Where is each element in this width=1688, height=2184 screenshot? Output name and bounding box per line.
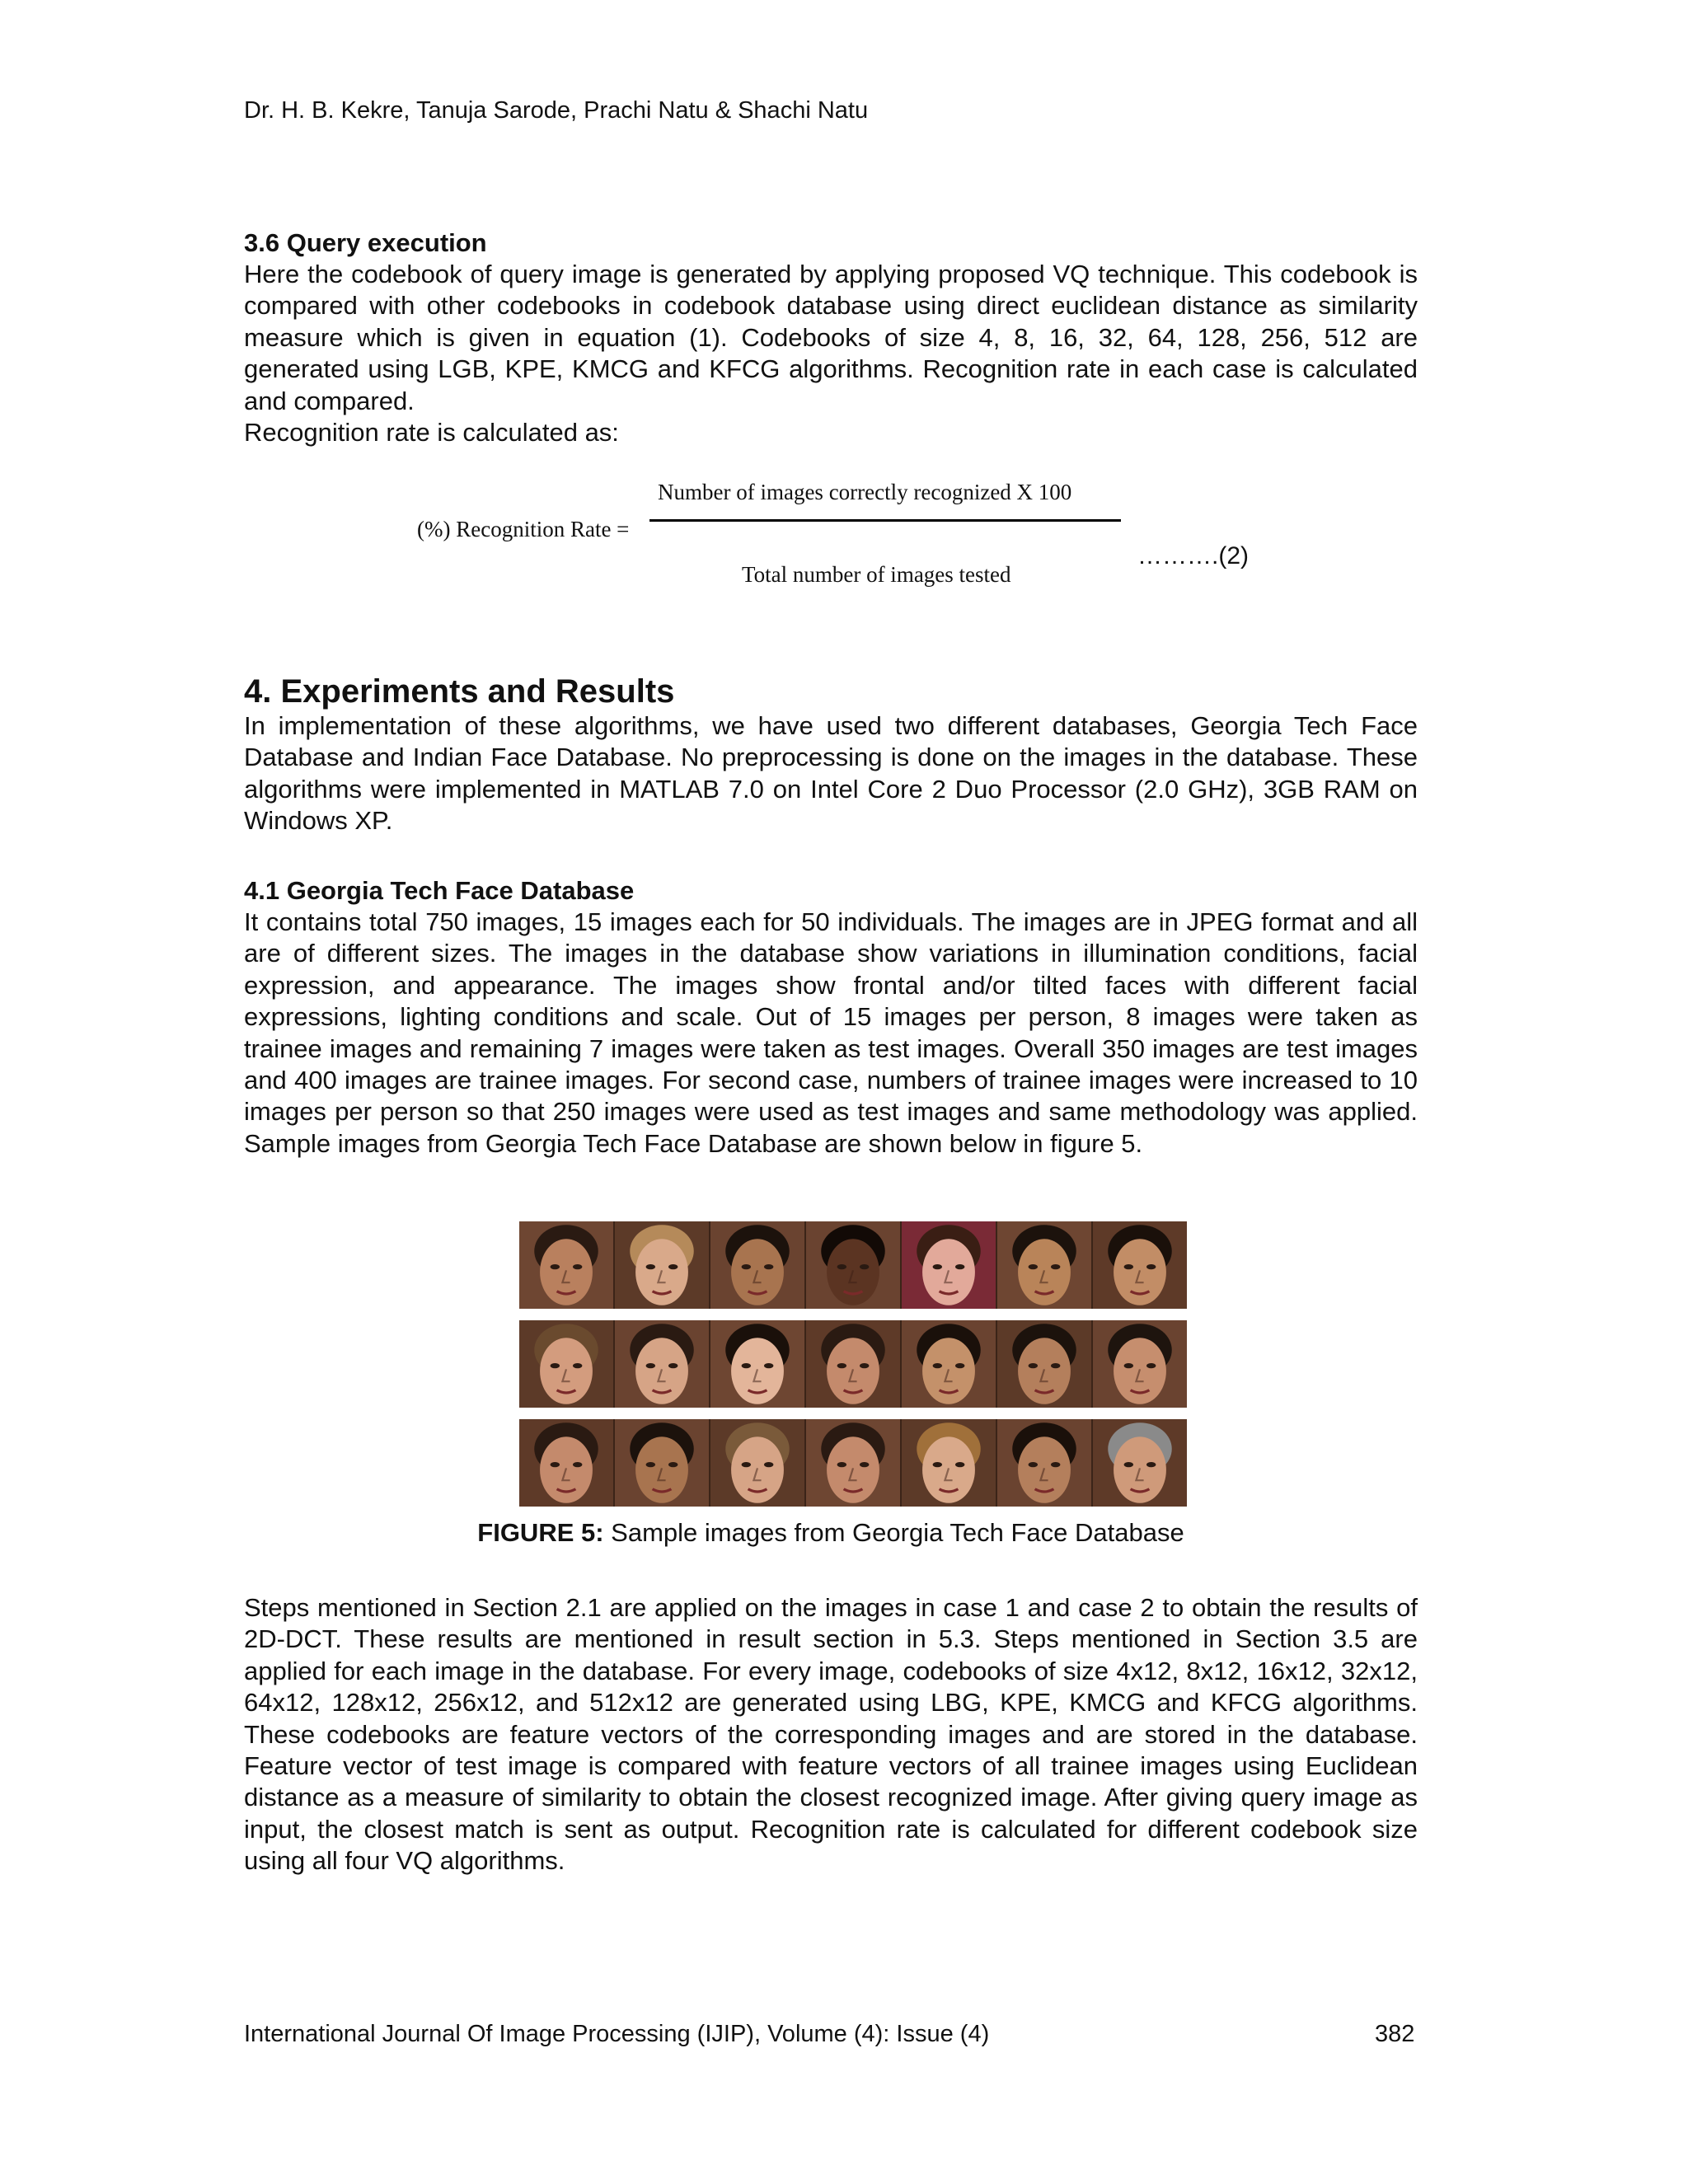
face-thumbnail [710, 1419, 806, 1507]
section-heading: 3.6 Query execution [244, 228, 487, 257]
section-body [244, 1592, 1418, 1877]
fraction-bar [649, 519, 1121, 522]
section-paragraph: In implementation of these algorithms, we have used two different databases, Georgia Tech Face Database and Indian Face Database. No preprocessing is done on the images in the database. These algorithms were implemented in MATLAB 7.0 on Intel Core 2 Duo Processor (2.0 GHz), 3GB RAM on Windows XP. [244, 711, 1418, 836]
equation-lhs: (%) Recognition Rate = [417, 517, 630, 541]
section-paragraph: It contains total 750 images, 15 images each for 50 individuals. The images are in JPEG format and all are of different sizes. The images in the database show variations in illumination conditions, facial expression, and appearance. The images show frontal and/or tilted faces with different facial expressions, lighting conditions and scale. Out of 15 images per person, 8 images were taken as trainee images and remaining 7 images were taken as test images. Overall 350 images are test images and 400 images are trainee images. For second case, numbers of trainee images were increased to 10 images per person so that 250 images were used as test images and same methodology was applied. Sample images from Georgia Tech Face Database are shown below in figure 5. [244, 907, 1418, 1158]
face-thumbnail [519, 1221, 615, 1309]
section-4-1 [244, 875, 1418, 1160]
face-thumbnail [710, 1320, 806, 1408]
face-thumbnail [519, 1320, 615, 1408]
section-heading: 4.1 Georgia Tech Face Database [244, 876, 635, 905]
face-thumbnail [806, 1419, 902, 1507]
section-paragraph: Recognition rate is calculated as: [244, 418, 619, 448]
section-paragraph: Here the codebook of query image is generated by applying proposed VQ technique. This codebook is compared with other codebooks in codebook database using direct euclidean distance as similarity measure which is given in equation (1). Codebooks of size 4, 8, 16, 32, 64, 128, 256, 512 are generated using LGB, KPE, KMCG and KFCG algorithms. Recognition rate in each case is calculated and compared. [244, 260, 1418, 415]
equation-number: ……….(2) [1137, 542, 1249, 569]
page-number: 382 [1375, 2021, 1415, 2047]
section-paragraph: Steps mentioned in Section 2.1 are applied on the images in case 1 and case 2 to obtain the results of 2D-DCT. These results are mentioned in result section in 5.3. Steps mentioned in Section 3.5 are applied for each image in the database. For every image, codebooks of size 4x12, 8x12, 16x12, 32x12, 64x12, 128x12, 256x12, and 512x12 are generated using LBG, KPE, KMCG and KFCG algorithms. These codebooks are feature vectors of the corresponding images and are stored in the database. Feature vector of test image is compared with feature vectors of all trainee images using Euclidean distance as a measure of similarity to obtain the closest recognized image. After giving query image as input, the closest match is sent as output. Recognition rate is calculated for different codebook size using all four VQ algorithms. [244, 1593, 1418, 1876]
face-thumbnail [519, 1419, 615, 1507]
footer-journal: International Journal Of Image Processing (IJIP), Volume (4): Issue (4) [244, 2021, 990, 2047]
face-thumbnail [806, 1221, 902, 1309]
figure-5-face-grid [519, 1221, 1187, 1518]
face-thumbnail [997, 1320, 1093, 1408]
face-thumbnail [902, 1419, 997, 1507]
section-heading: 4. Experiments and Results [244, 673, 675, 710]
face-row [519, 1419, 1187, 1507]
face-thumbnail [710, 1221, 806, 1309]
figure-caption-text: Sample images from Georgia Tech Face Database [603, 1518, 1184, 1547]
face-thumbnail [806, 1320, 902, 1408]
face-thumbnail [902, 1320, 997, 1408]
face-thumbnail [1093, 1320, 1187, 1408]
face-thumbnail [997, 1419, 1093, 1507]
equation-numerator: Number of images correctly recognized X 100 [658, 480, 1072, 504]
section-3-6 [244, 227, 1418, 448]
face-thumbnail [997, 1221, 1093, 1309]
face-thumbnail [615, 1221, 710, 1309]
face-thumbnail [1093, 1419, 1187, 1507]
face-thumbnail [1093, 1221, 1187, 1309]
face-thumbnail [902, 1221, 997, 1309]
face-thumbnail [615, 1419, 710, 1507]
face-thumbnail [615, 1320, 710, 1408]
section-4 [244, 673, 1418, 837]
face-row [519, 1221, 1187, 1309]
figure-caption [244, 1518, 1418, 1548]
equation-denominator: Total number of images tested [742, 562, 1011, 587]
running-header: Dr. H. B. Kekre, Tanuja Sarode, Prachi Natu & Shachi Natu [244, 97, 869, 124]
figure-label: FIGURE 5: [477, 1518, 604, 1547]
face-row [519, 1320, 1187, 1408]
